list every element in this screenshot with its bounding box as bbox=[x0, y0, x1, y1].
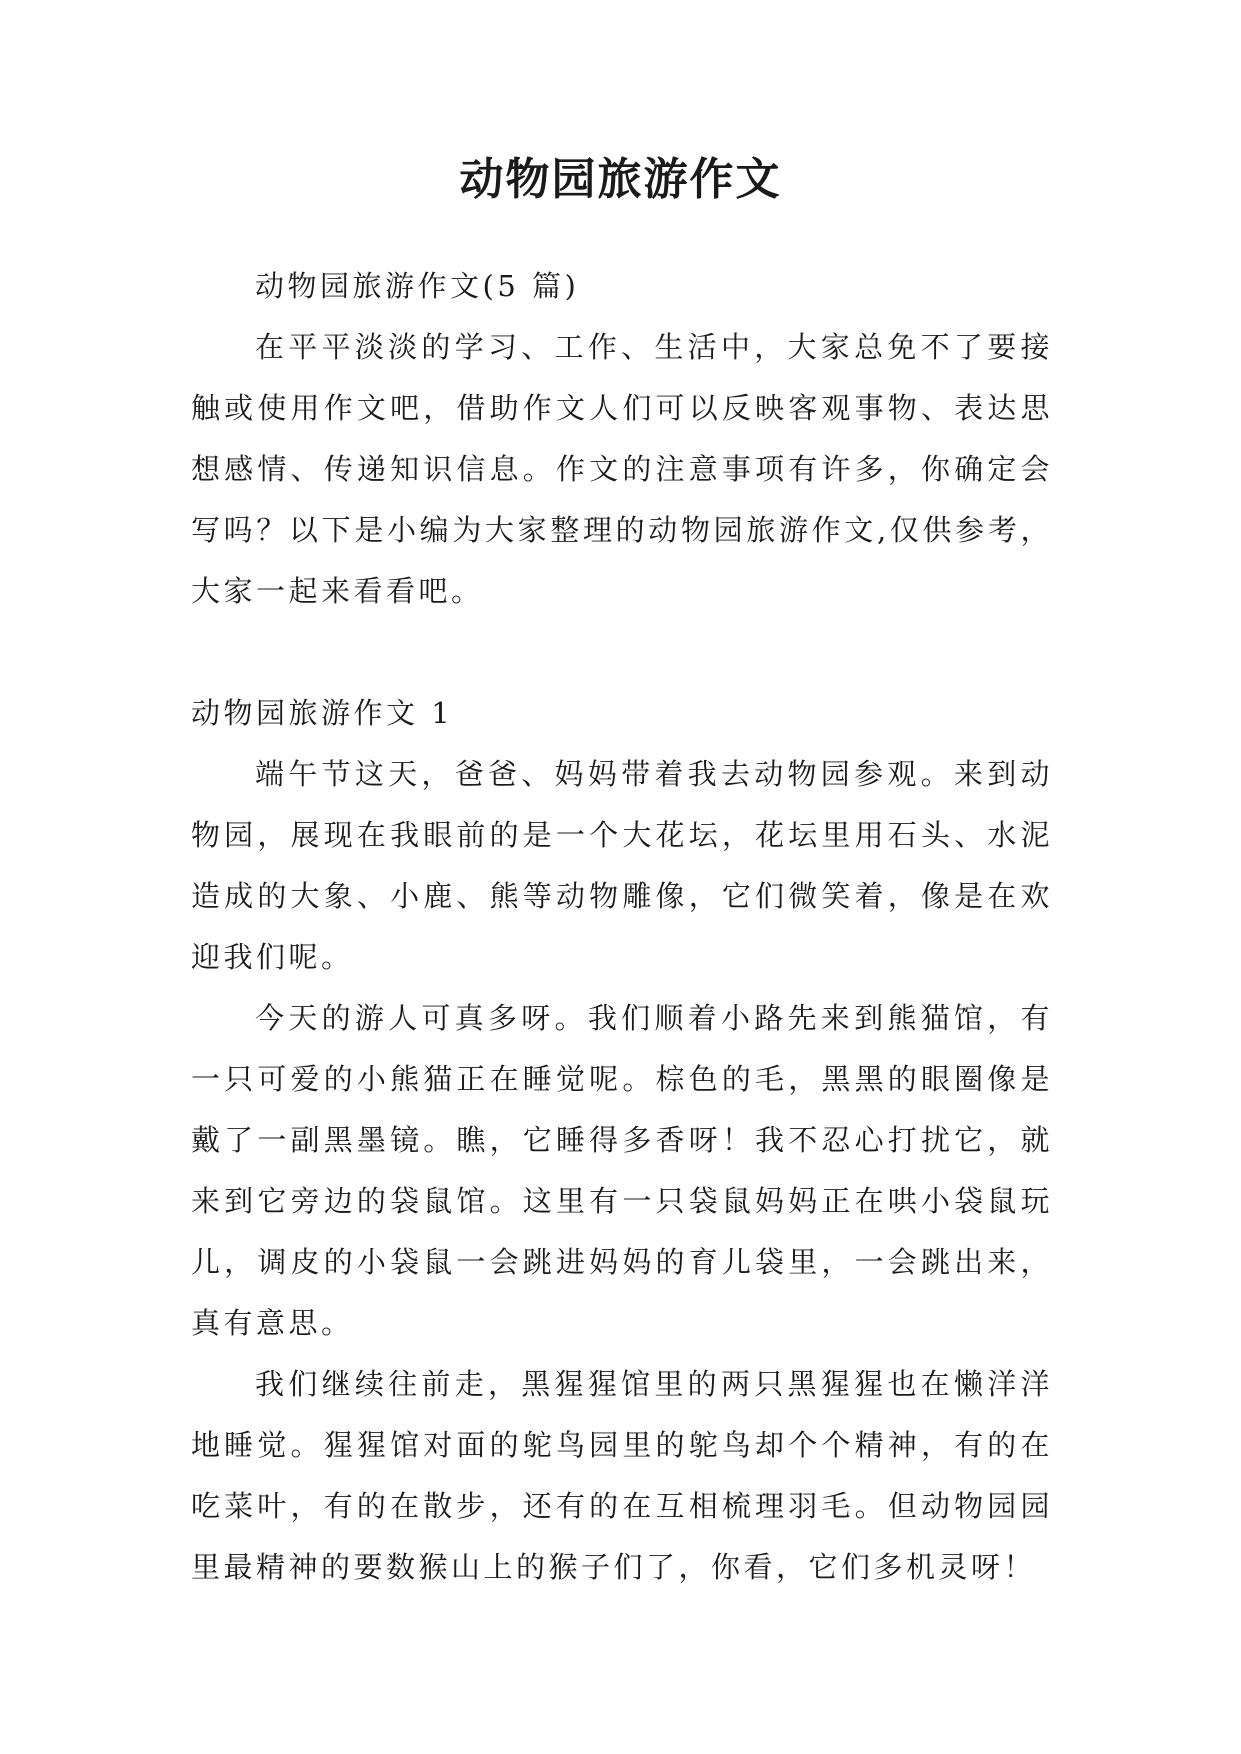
body-paragraph: 端午节这天，爸爸、妈妈带着我去动物园参观。来到动物园，展现在我眼前的是一个大花坛，花坛里用石头、水泥造成的大象、小鹿、熊等动物雕像，它们微笑着，像是在欢迎我们呢。 bbox=[191, 757, 1053, 974]
intro-paragraph: 在平平淡淡的学习、工作、生活中，大家总免不了要接触或使用作文吧，借助作文人们可以反映客观事物、表达思想感情、传递知识信息。作文的注意事项有许多，你确定会写吗？以下是小编为大家整理的动物园旅游作文,仅供参考，大家一起来看看吧。 bbox=[191, 330, 1053, 608]
body-paragraph: 今天的游人可真多呀。我们顺着小路先来到熊猫馆，有一只可爱的小熊猫正在睡觉呢。棕色的毛，黑黑的眼圈像是戴了一副黑墨镜。瞧，它睡得多香呀！我不忍心打扰它，就来到它旁边的袋鼠馆。这里有一只袋鼠妈妈正在哄小袋鼠玩儿，调皮的小袋鼠一会跳进妈妈的育儿袋里，一会跳出来，真有意思。 bbox=[191, 1001, 1053, 1340]
document-body bbox=[191, 256, 1053, 1598]
paragraph-gap bbox=[191, 622, 1053, 683]
document-subtitle: 动物园旅游作文(5 篇) bbox=[255, 269, 580, 303]
body-paragraph: 我们继续往前走，黑猩猩馆里的两只黑猩猩也在懒洋洋地睡觉。猩猩馆对面的鸵鸟园里的鸵鸟却个个精神，有的在吃菜叶，有的在散步，还有的在互相梳理羽毛。但动物园园里最精神的要数猴山上的猴子们了，你看，它们多机灵呀！ bbox=[191, 1367, 1053, 1584]
document-title: 动物园旅游作文 bbox=[459, 154, 782, 205]
section-heading: 动物园旅游作文 1 bbox=[191, 696, 454, 730]
